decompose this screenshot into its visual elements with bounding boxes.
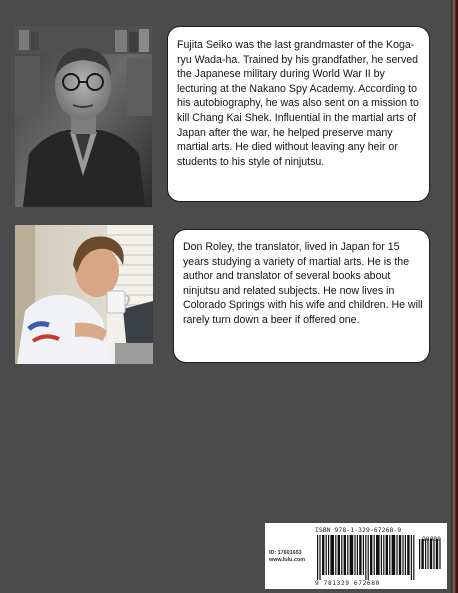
publisher-id-block — [269, 550, 305, 564]
cover-edge — [451, 0, 458, 593]
isbn-label: ISBN 978-1-329-67268-9 — [315, 527, 402, 534]
don-roley-photo — [15, 225, 153, 364]
isbn-barcode-panel — [265, 523, 447, 589]
fujita-seiko-photo — [15, 26, 152, 207]
don-roley-bio-text: Don Roley, the translator, lived in Japan for 15 years studying a variety of martial arts. He is the author and translator of several books about ninjutsu and related subjects. He now lives in Colorado Springs with his wife and children. He will rarely turn down a beer if offered one. — [183, 241, 423, 326]
publisher-id: ID: 17601653 — [269, 550, 302, 556]
barcode-digits: 9 781329 672680 — [315, 580, 380, 587]
publisher-url: www.lulu.com — [269, 557, 306, 563]
fujita-seiko-bio-text: Fujita Seiko was the last grandmaster of the Koga-ryu Wada-ha. Trained by his grandfather, he served the Japanese military during World War II by lecturing at the Nakano Spy Academy. According to his autobiography, he was also sent on a mission to kill Chang Kai Shek. Influential in the martial arts of Japan after the war, he helped preserve many martial arts. He died without leaving any heir or students to his style of ninjutsu. — [177, 39, 419, 168]
barcode-icon — [317, 535, 443, 580]
